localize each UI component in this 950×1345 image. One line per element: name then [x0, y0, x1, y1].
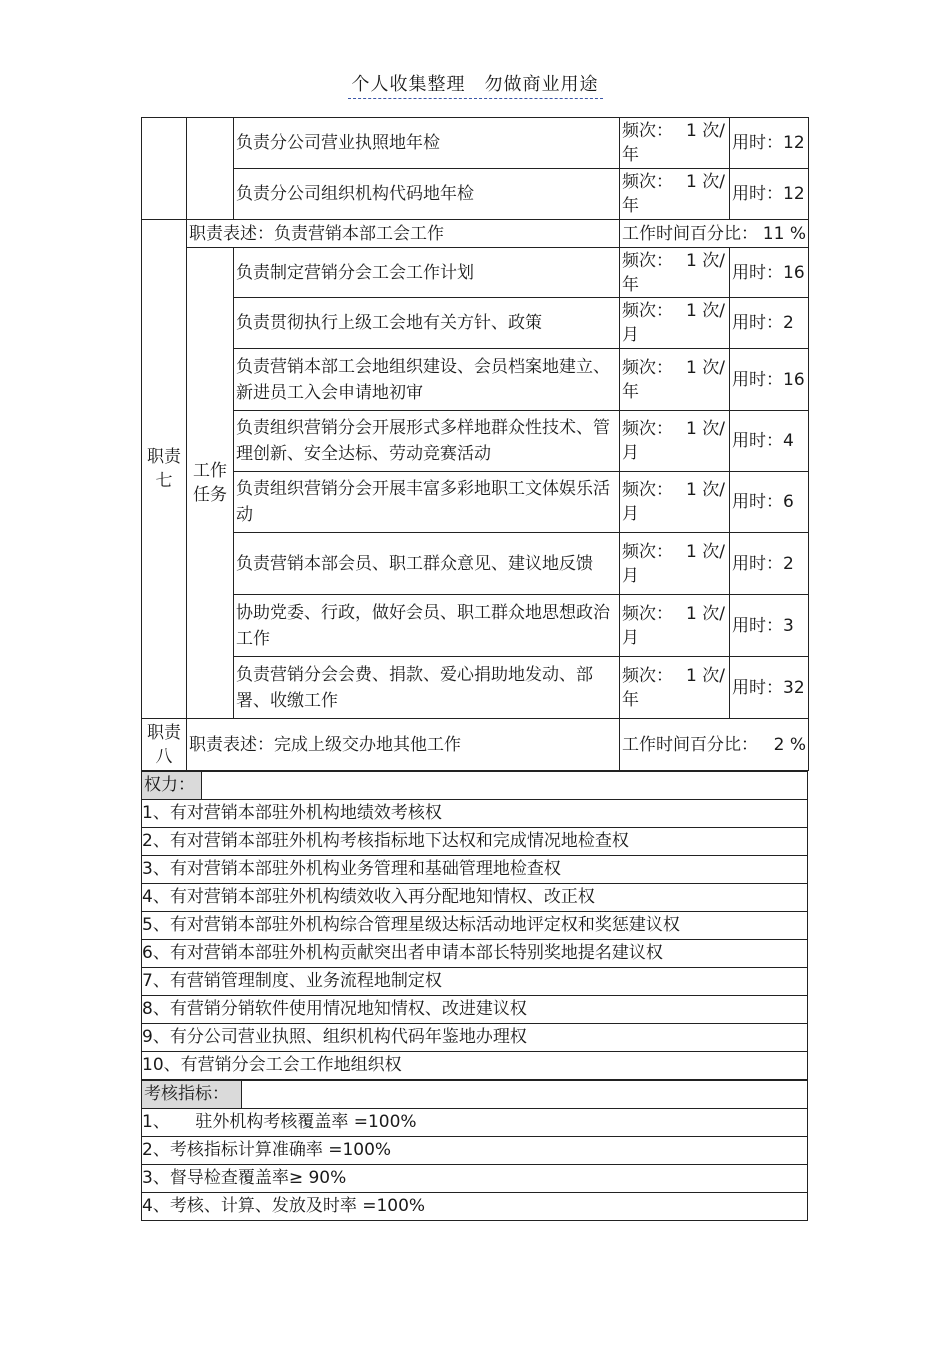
task-text: 负责营销分会会费、捐款、爱心捐助地发动、部署、收缴工作 — [234, 657, 620, 719]
duration-cell: 用时：32 — [730, 657, 809, 719]
list-item: 1、有对营销本部驻外机构地绩效考核权 — [142, 800, 807, 828]
duration-cell: 用时：12 — [730, 169, 809, 220]
duty8-label: 职责八 — [142, 719, 187, 771]
list-item: 4、有对营销本部驻外机构绩效收入再分配地知情权、改正权 — [142, 884, 807, 912]
table-row — [142, 533, 809, 595]
duration-cell: 用时：3 — [730, 595, 809, 657]
list-item: 4、考核、计算、发放及时率 =100% — [142, 1196, 426, 1216]
duration-cell: 用时：6 — [730, 472, 809, 533]
table-row — [142, 595, 809, 657]
prev-duty-label-cell — [142, 118, 187, 220]
task-text: 负责组织营销分会开展丰富多彩地职工文体娱乐活动 — [234, 472, 620, 533]
powers-section — [141, 771, 808, 1080]
frequency-cell: 频次： 1 次/ 年 — [620, 248, 730, 298]
duration-cell: 用时：16 — [730, 248, 809, 298]
task-text: 负责分公司营业执照地年检 — [234, 118, 620, 169]
prev-task-label-cell — [187, 118, 234, 220]
duty-row — [142, 719, 809, 771]
table-row — [142, 411, 809, 472]
list-item: 9、有分公司营业执照、组织机构代码年鉴地办理权 — [142, 1024, 807, 1052]
task-text: 负责贯彻执行上级工会地有关方针、政策 — [234, 298, 620, 349]
list-item: 8、有营销分销软件使用情况地知情权、改进建议权 — [142, 996, 807, 1024]
task-text: 负责营销本部工会地组织建设、会员档案地建立、新进员工入会申请地初审 — [234, 349, 620, 411]
list-item: 6、有对营销本部驻外机构贡献突出者申请本部长特别奖地提名建议权 — [142, 940, 807, 968]
task-text: 负责营销本部会员、职工群众意见、建议地反馈 — [234, 533, 620, 595]
task-text: 负责分公司组织机构代码地年检 — [234, 169, 620, 220]
duty7-label: 职责七 — [142, 220, 187, 719]
job-description-document — [141, 117, 808, 1221]
powers-title: 权力： — [142, 772, 202, 799]
powers-list — [142, 800, 807, 1079]
frequency-cell: 频次： 1 次/ 月 — [620, 595, 730, 657]
task-text: 负责组织营销分会开展形式多样地群众性技术、管理创新、安全达标、劳动竞赛活动 — [234, 411, 620, 472]
frequency-cell: 频次： 1 次/ 月 — [620, 533, 730, 595]
duration-cell: 用时：12 — [730, 118, 809, 169]
kpi-header — [142, 1080, 807, 1109]
task-text: 协助党委、行政，做好会员、职工群众地思想政治工作 — [234, 595, 620, 657]
duty8-percentage: 工作时间百分比： 2 % — [620, 719, 809, 771]
list-item: 2、考核指标计算准确率 =100% — [142, 1137, 807, 1165]
kpi-title: 考核指标： — [142, 1081, 242, 1108]
table-row — [142, 118, 809, 169]
duration-cell: 用时：16 — [730, 349, 809, 411]
duty-row — [142, 220, 809, 248]
page-header — [0, 70, 950, 96]
list-item: 1、 驻外机构考核覆盖率 =100% — [142, 1109, 807, 1137]
frequency-cell: 频次： 1 次/ 年 — [620, 657, 730, 719]
frequency-cell: 频次： 1 次/ 月 — [620, 298, 730, 349]
frequency-cell: 频次： 1 次/ 月 — [620, 411, 730, 472]
frequency-cell: 频次： 1 次/ 年 — [620, 169, 730, 220]
list-item: 10、有营销分会工会工作地组织权 — [142, 1055, 402, 1075]
frequency-cell: 频次： 1 次/ 年 — [620, 118, 730, 169]
list-item: 7、有营销管理制度、业务流程地制定权 — [142, 968, 807, 996]
list-item: 2、有对营销本部驻外机构考核指标地下达权和完成情况地检查权 — [142, 828, 807, 856]
duration-cell: 用时：2 — [730, 533, 809, 595]
table-row — [142, 472, 809, 533]
duty7-description: 职责表述：负责营销本部工会工作 — [187, 220, 620, 248]
header-text: 个人收集整理 勿做商业用途 — [348, 74, 603, 99]
list-item: 3、有对营销本部驻外机构业务管理和基础管理地检查权 — [142, 856, 807, 884]
duration-cell: 用时：2 — [730, 298, 809, 349]
list-item: 3、督导检查覆盖率≥ 90% — [142, 1165, 807, 1193]
duty7-task-label: 工作任务 — [187, 248, 234, 719]
table-row — [142, 657, 809, 719]
powers-header — [142, 771, 807, 800]
table-row — [142, 349, 809, 411]
list-item: 5、有对营销本部驻外机构综合管理星级达标活动地评定权和奖惩建议权 — [142, 912, 807, 940]
duration-cell: 用时：4 — [730, 411, 809, 472]
frequency-cell: 频次： 1 次/ 年 — [620, 349, 730, 411]
table-row — [142, 298, 809, 349]
kpi-section — [141, 1080, 808, 1221]
table-row — [142, 169, 809, 220]
task-text: 负责制定营销分会工会工作计划 — [234, 248, 620, 298]
kpi-list — [142, 1109, 807, 1220]
duty8-description: 职责表述：完成上级交办地其他工作 — [187, 719, 620, 771]
table-row — [142, 248, 809, 298]
duty-table — [141, 117, 809, 771]
duty7-percentage: 工作时间百分比： 11 % — [620, 220, 809, 248]
frequency-cell: 频次： 1 次/ 月 — [620, 472, 730, 533]
